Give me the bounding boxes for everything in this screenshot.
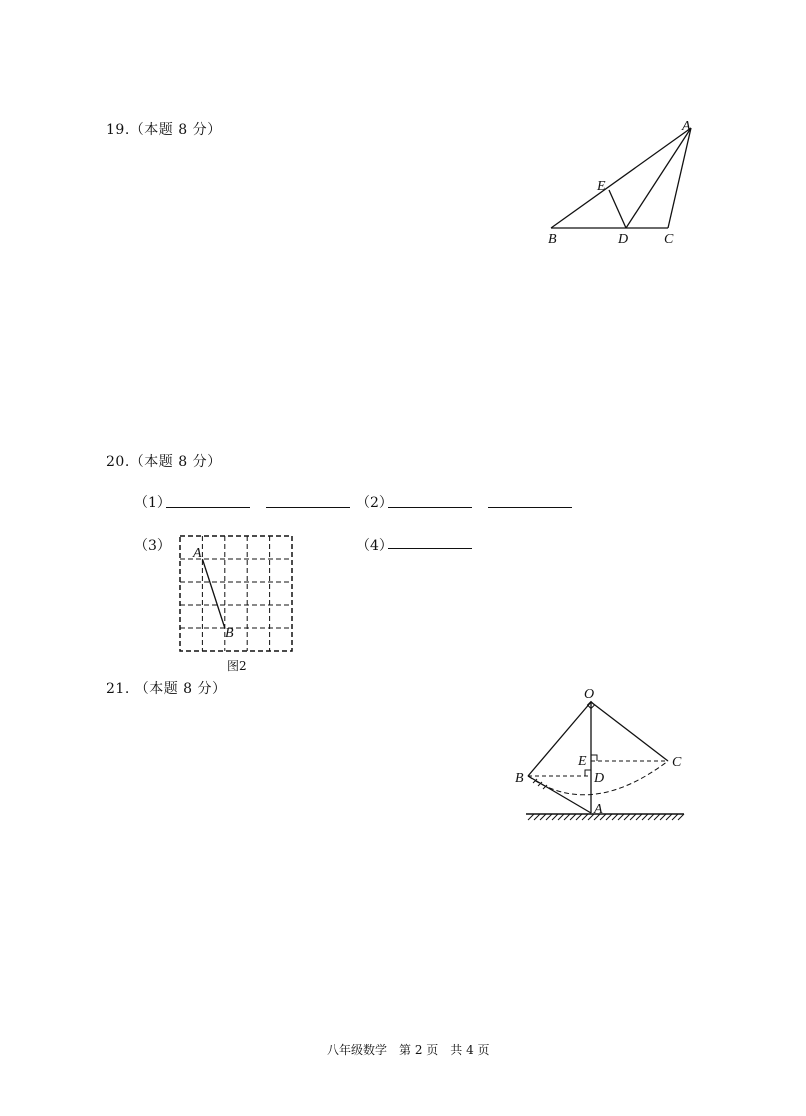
b-hatch <box>533 779 547 789</box>
q20-part4-label: （4） <box>356 538 393 554</box>
right-angle-d <box>585 770 591 776</box>
right-angle-e <box>591 755 597 761</box>
q20-part1-blank-2[interactable] <box>266 507 350 508</box>
q20-part1-blank-1[interactable] <box>166 507 250 508</box>
ground-hatch <box>528 814 684 820</box>
q21-title: 21. （本题 8 分） <box>106 681 227 697</box>
page-footer: 八年级数学 第 2 页 共 4 页 <box>327 1043 490 1057</box>
q20-part2-blank-1[interactable] <box>388 507 472 508</box>
q21-pendulum-figure <box>510 680 700 820</box>
grid-label-b: B <box>225 626 234 641</box>
label-c: C <box>664 232 674 247</box>
label-b: B <box>548 232 557 247</box>
q20-part3-label: （3） <box>134 538 171 554</box>
q20-part2-label: （2） <box>356 495 393 511</box>
figure-2-caption: 图2 <box>227 659 247 673</box>
label-a: A <box>682 119 691 134</box>
q20-title: 20.（本题 8 分） <box>106 454 222 470</box>
label-e-21: E <box>578 754 587 769</box>
line-ed <box>609 190 626 228</box>
label-c-21: C <box>672 755 682 770</box>
line-ac <box>668 128 691 228</box>
q20-part2-blank-2[interactable] <box>488 507 572 508</box>
label-b-21: B <box>515 771 524 786</box>
line-oc <box>591 702 668 761</box>
q20-grid-figure <box>170 530 300 660</box>
label-o: O <box>584 687 595 702</box>
line-ad <box>626 128 691 228</box>
q20-part4-blank[interactable] <box>388 548 472 549</box>
label-d: D <box>618 232 629 247</box>
label-a-21: A <box>594 802 603 817</box>
q19-title: 19.（本题 8 分） <box>106 122 222 138</box>
grid-label-a: A <box>193 546 202 561</box>
label-d-21: D <box>594 771 605 786</box>
q20-part1-label: （1） <box>134 495 171 511</box>
line-ab <box>551 128 691 228</box>
label-e: E <box>597 179 606 194</box>
q19-triangle-figure <box>540 114 710 249</box>
segment-ab <box>202 559 224 628</box>
